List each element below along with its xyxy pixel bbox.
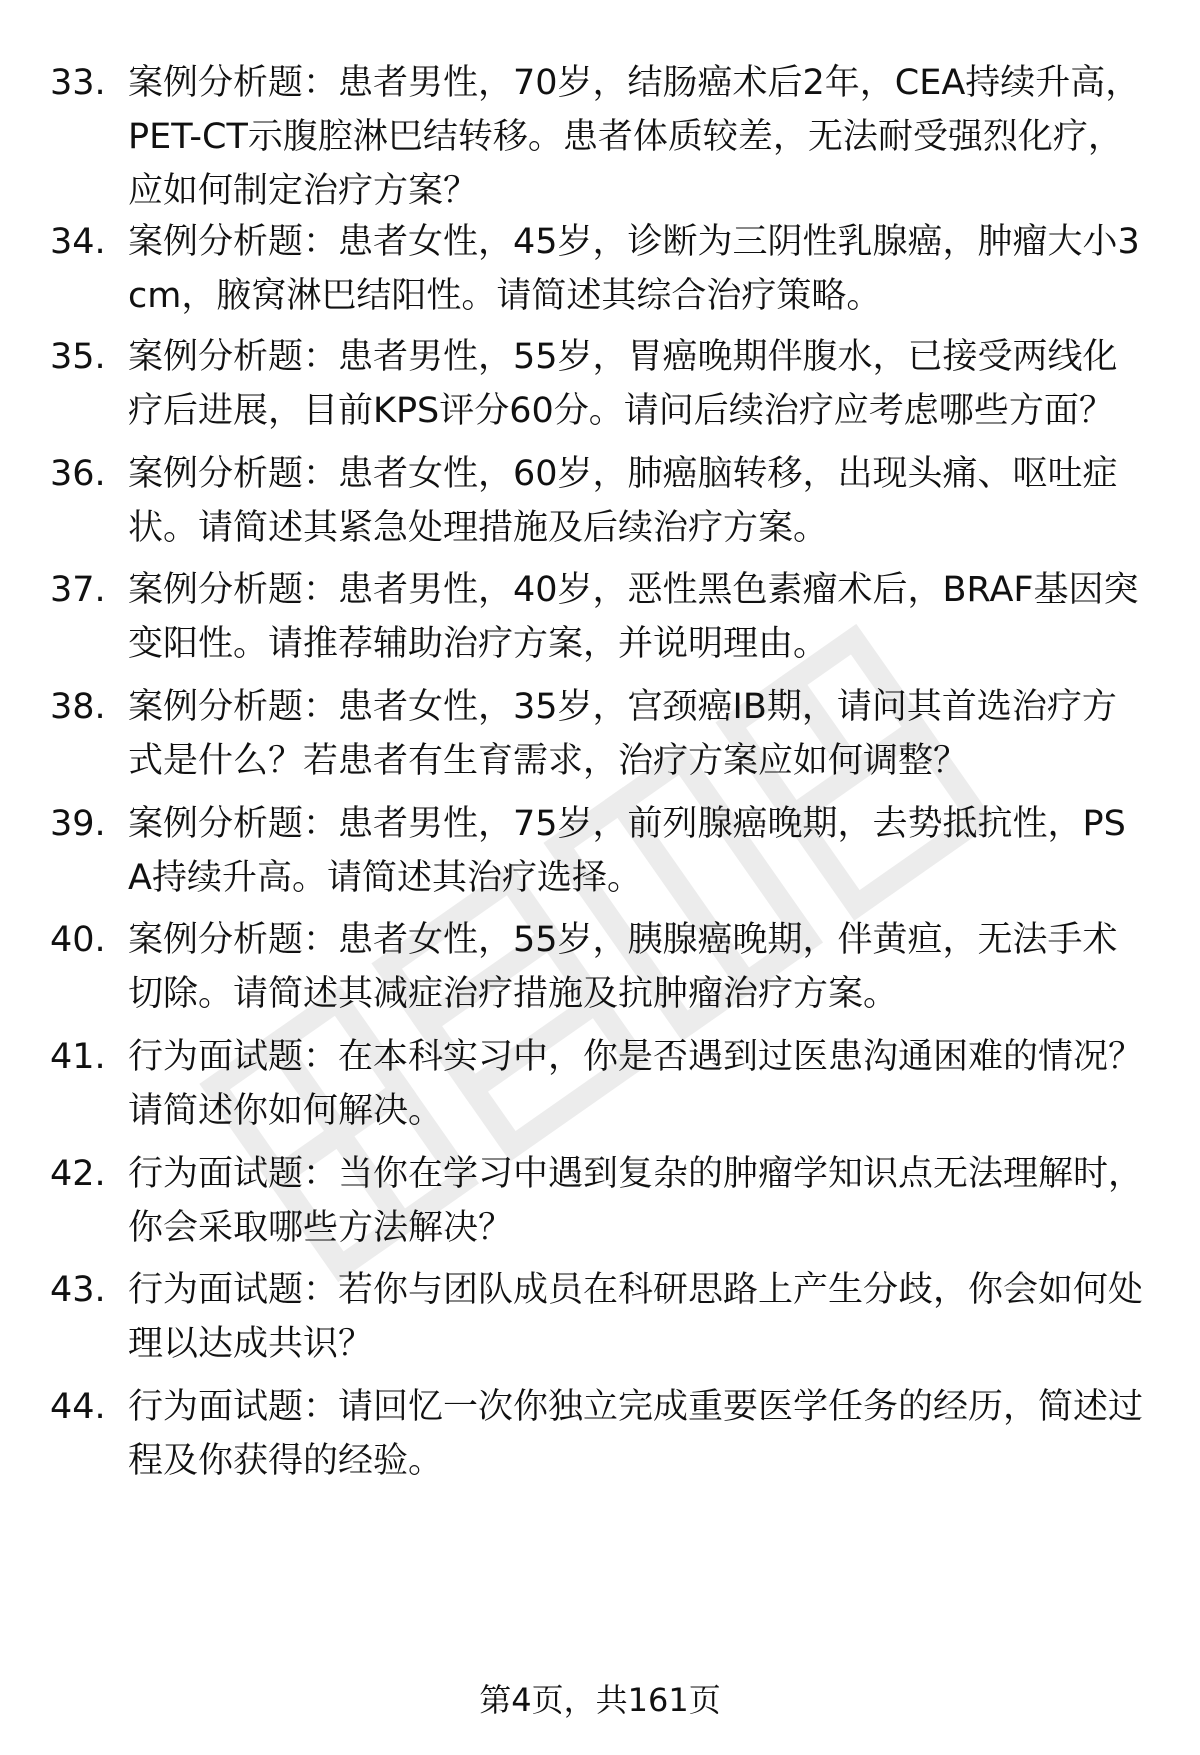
question-number: 37. — [50, 570, 106, 610]
question-number: 38. — [50, 687, 106, 727]
question-number: 42. — [50, 1154, 106, 1194]
question-number: 40. — [50, 920, 106, 960]
question-text: 案例分析题：患者男性，75岁，前列腺癌晚期，去势抵抗性，PSA持续升高。请简述其治疗选择。 — [128, 804, 1126, 898]
question-text: 案例分析题：患者女性，55岁，胰腺癌晚期，伴黄疸，无法手术切除。请简述其减症治疗措施及抗肿瘤治疗方案。 — [128, 920, 1118, 1014]
question-number: 35. — [50, 337, 106, 377]
question-number: 33. — [50, 63, 106, 103]
question-text: 案例分析题：患者男性，55岁，胃癌晚期伴腹水，已接受两线化疗后进展，目前KPS评分60分。请问后续治疗应考虑哪些方面？ — [128, 337, 1118, 431]
question-number: 39. — [50, 804, 106, 844]
page-footer: 第4页，共161页 — [479, 1681, 721, 1719]
question-number: 43. — [50, 1270, 106, 1310]
question-number: 36. — [50, 454, 106, 494]
question-text: 行为面试题：在本科实习中，你是否遇到过医患沟通困难的情况？请简述你如何解决。 — [128, 1037, 1144, 1131]
question-text: 案例分析题：患者女性，60岁，肺癌脑转移，出现头痛、呕吐症状。请简述其紧急处理措施及后续治疗方案。 — [128, 454, 1118, 548]
question-text: 行为面试题：若你与团队成员在科研思路上产生分歧，你会如何处理以达成共识？ — [128, 1270, 1144, 1364]
question-number: 44. — [50, 1387, 106, 1427]
question-text: 行为面试题：当你在学习中遇到复杂的肿瘤学知识点无法理解时，你会采取哪些方法解决？ — [128, 1154, 1144, 1248]
question-number: 34. — [50, 222, 106, 262]
question-text: 案例分析题：患者男性，40岁，恶性黑色素瘤术后，BRAF基因突变阳性。请推荐辅助治疗方案，并说明理由。 — [128, 570, 1139, 664]
question-number: 41. — [50, 1037, 106, 1077]
question-text: 案例分析题：患者女性，45岁，诊断为三阴性乳腺癌，肿瘤大小3cm，腋窝淋巴结阳性。请简述其综合治疗策略。 — [128, 222, 1140, 316]
question-text: 案例分析题：患者男性，70岁，结肠癌术后2年，CEA持续升高，PET-CT示腹腔淋巴结转移。患者体质较差，无法耐受强烈化疗，应如何制定治疗方案？ — [128, 63, 1141, 211]
question-text: 案例分析题：患者女性，35岁，宫颈癌ⅠB期，请问其首选治疗方式是什么？若患者有生育需求，治疗方案应如何调整？ — [128, 687, 1117, 781]
question-text: 行为面试题：请回忆一次你独立完成重要医学任务的经历，简述过程及你获得的经验。 — [128, 1387, 1144, 1481]
